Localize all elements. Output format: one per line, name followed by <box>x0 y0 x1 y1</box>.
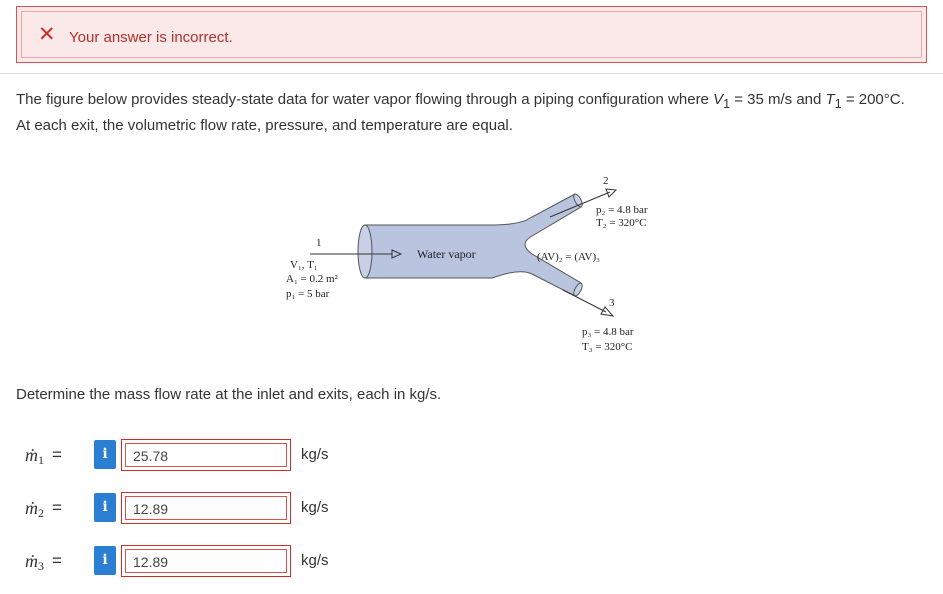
m3-equals: = <box>52 551 62 570</box>
answer-value-m3[interactable]: 12.89 <box>125 549 287 573</box>
answer-input-m3[interactable] <box>121 545 291 577</box>
question-text: Determine the mass flow rate at the inlet and exits, each in kg/s. <box>16 386 442 403</box>
m3-symbol: ṁ <box>25 551 38 571</box>
fluid-label: Water vapor <box>417 247 476 261</box>
info-button-m3[interactable]: i <box>94 546 116 575</box>
t1-value: = 200°C. At each exit, the volumetric flow rate, pressure, and temperature are equal. <box>16 91 905 134</box>
v1-sub: 1 <box>723 97 731 111</box>
m3-unit: kg/s <box>301 552 329 569</box>
problem-text-pre: The figure below provides steady-state data for water vapor flowing through a piping configuration where <box>16 91 714 108</box>
exit3-pressure: p₃ = 4.8 bar <box>582 326 634 338</box>
exit2-arrow-icon <box>606 189 616 197</box>
m2-symbol: ṁ <box>25 498 38 518</box>
m1-label <box>25 445 44 468</box>
v1-symbol: V <box>713 91 724 108</box>
alert-inner-border <box>21 11 922 58</box>
exit3-flow-line <box>563 290 606 312</box>
close-icon: ✕ <box>38 23 56 46</box>
piping-figure <box>270 172 680 362</box>
m1-unit: kg/s <box>301 446 329 463</box>
pipe-body <box>365 194 581 296</box>
exit2-temp: T₂ = 320°C <box>596 217 647 229</box>
m3-label <box>25 551 44 574</box>
incorrect-answer-alert <box>16 6 927 63</box>
v1-value: = 35 m/s and <box>730 91 826 108</box>
exit2-pressure: p₂ = 4.8 bar <box>596 204 648 216</box>
inlet-area: A₁ = 0.2 m² <box>286 273 338 285</box>
answer-row-m1 <box>0 439 400 473</box>
t1-sub: 1 <box>834 97 842 111</box>
answer-row-m3 <box>0 545 400 579</box>
section-divider <box>0 73 943 74</box>
m1-sub: 1 <box>38 453 44 467</box>
t1-symbol: T <box>825 91 835 108</box>
answer-input-m2[interactable] <box>121 492 291 524</box>
inlet-opening <box>358 225 372 278</box>
answer-input-m1[interactable] <box>121 439 291 471</box>
exit2-number: 2 <box>603 175 609 187</box>
inlet-number: 1 <box>316 237 322 249</box>
m2-equals: = <box>52 498 62 517</box>
inlet-vt: V₁, T₁ <box>290 259 318 271</box>
problem-statement <box>16 89 921 137</box>
m1-equals: = <box>52 445 62 464</box>
info-button-m1[interactable]: i <box>94 440 116 469</box>
m2-label <box>25 498 44 521</box>
inlet-pressure: p₁ = 5 bar <box>286 288 330 300</box>
equal-flow-label: (AV)₂ = (AV)₃ <box>537 251 600 263</box>
alert-message: Your answer is incorrect. <box>69 29 233 46</box>
m3-sub: 3 <box>38 559 44 573</box>
m2-unit: kg/s <box>301 499 329 516</box>
answer-row-m2 <box>0 492 400 526</box>
answer-value-m2[interactable]: 12.89 <box>125 496 287 520</box>
exit3-number: 3 <box>609 297 615 309</box>
m2-sub: 2 <box>38 506 44 520</box>
m1-symbol: ṁ <box>25 445 38 465</box>
exit3-temp: T₃ = 320°C <box>582 341 633 353</box>
info-button-m2[interactable]: i <box>94 493 116 522</box>
answer-value-m1[interactable]: 25.78 <box>125 443 287 467</box>
